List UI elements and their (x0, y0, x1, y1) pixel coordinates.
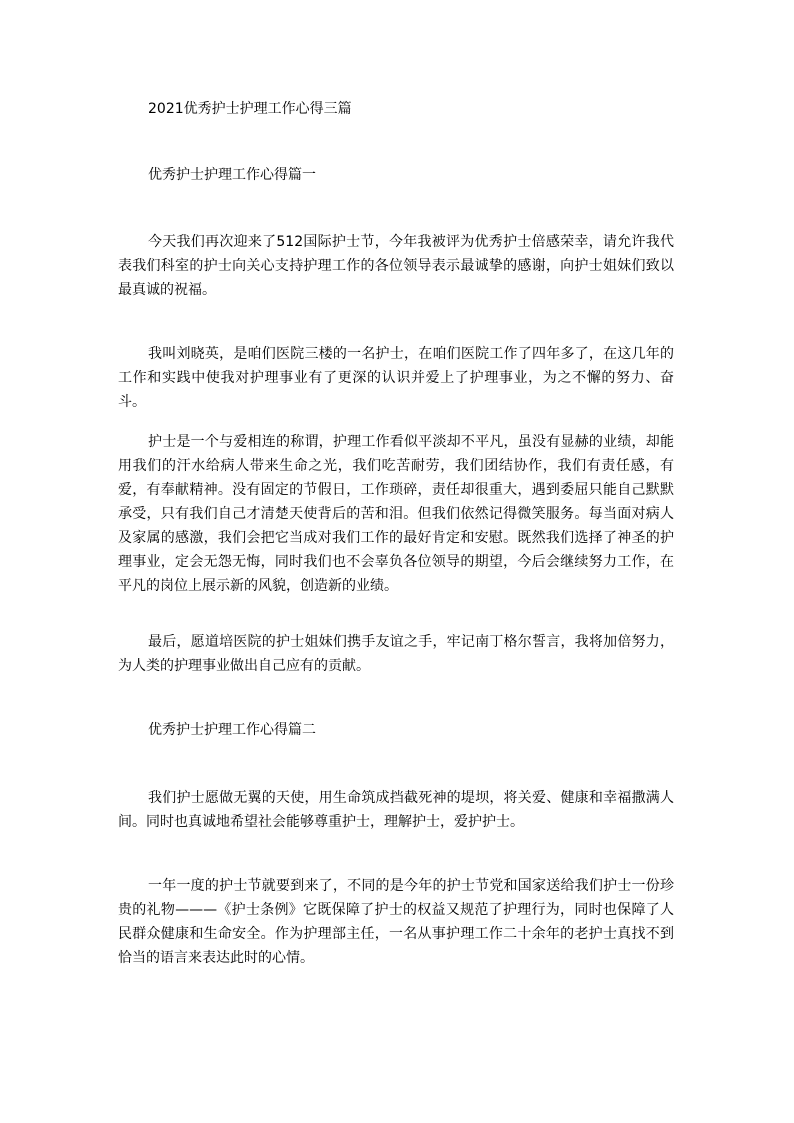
section-2-heading: 优秀护士护理工作心得篇二 (148, 722, 316, 738)
section-1-paragraph-2: 我叫刘晓英，是咱们医院三楼的一名护士，在咱们医院工作了四年多了，在这几年的工作和实践中使我对护理事业有了更深的认识并爱上了护理事业，为之不懈的努力、奋斗。 (118, 346, 674, 410)
section-1-paragraph-1: 今天我们再次迎来了512国际护士节，今年我被评为优秀护士倍感荣幸，请允许我代表我们科室的护士向关心支持护理工作的各位领导表示最诚挚的感谢，向护士姐妹们致以最真诚的祝福。 (118, 234, 674, 298)
document-title: 2021优秀护士护理工作心得三篇 (148, 101, 352, 117)
section-1-heading: 优秀护士护理工作心得篇一 (148, 167, 316, 183)
section-2-paragraph-2: 一年一度的护士节就要到来了，不同的是今年的护士节党和国家送给我们护士一份珍贵的礼物———《护士条例》它既保障了护士的权益又规范了护理行为，同时也保障了人民群众健康和生命安全。作为护理部主任，一名从事护理工作二十余年的老护士真找不到恰当的语言来表达此时的心情。 (118, 878, 674, 966)
section-2-paragraph-1: 我们护士愿做无翼的天使，用生命筑成挡截死神的堤坝，将关爱、健康和幸福撒满人间。同时也真诚地希望社会能够尊重护士，理解护士，爱护护士。 (118, 790, 674, 830)
section-1-paragraph-4: 最后，愿道培医院的护士姐妹们携手友谊之手，牢记南丁格尔誓言，我将加倍努力，为人类的护理事业做出自己应有的贡献。 (118, 634, 674, 674)
section-1-paragraph-3: 护士是一个与爱相连的称谓，护理工作看似平淡却不平凡，虽没有显赫的业绩，却能用我们的汗水给病人带来生命之光，我们吃苦耐劳，我们团结协作，我们有责任感，有爱，有奉献精神。没有固定的节假日，工作琐碎，责任却很重大，遇到委屈只能自己默默承受，只有我们自己才清楚天使背后的苦和泪。但我们依然记得微笑服务。每当面对病人及家属的感激，我们会把它当成对我们工作的最好肯定和安慰。既然我们选择了神圣的护理事业，定会无怨无悔，同时我们也不会辜负各位领导的期望，今后会继续努力工作，在平凡的岗位上展示新的风貌，创造新的业绩。 (118, 434, 674, 594)
